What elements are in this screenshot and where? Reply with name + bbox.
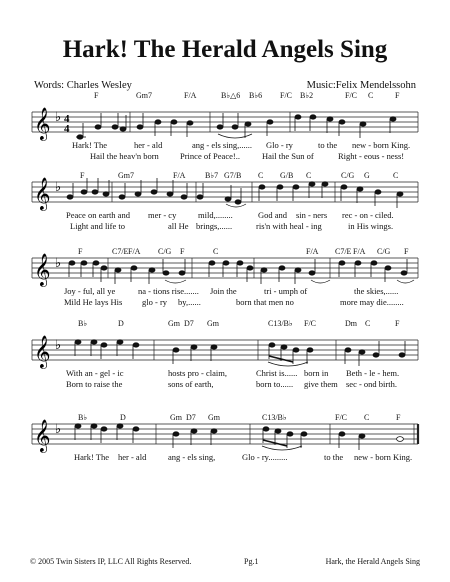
chord: D xyxy=(118,319,124,328)
music-system-5 xyxy=(0,402,450,492)
lyric: Hail the heav'n born xyxy=(90,151,159,161)
lyrics-verse-1 xyxy=(0,210,450,221)
lyric: hosts pro - claim, xyxy=(168,368,228,378)
chord: B♭7 xyxy=(205,171,219,180)
treble-clef-icon: 𝄞 xyxy=(34,107,51,140)
chord: B♭ xyxy=(78,413,88,422)
note xyxy=(171,120,177,124)
chord: F/C xyxy=(345,91,358,100)
chord: B♭2 xyxy=(300,91,314,100)
chord: F xyxy=(80,171,85,180)
chord-symbols xyxy=(80,171,398,180)
note xyxy=(295,115,301,119)
chord: C xyxy=(365,319,371,328)
lyrics-verse-1 xyxy=(0,452,450,463)
lyric: glo - ry xyxy=(142,297,168,307)
chord: G7/B xyxy=(224,171,242,180)
lyric: her - ald xyxy=(118,452,147,462)
lyric: born in xyxy=(304,368,329,378)
lyric: ang - els sing,...... xyxy=(192,140,252,150)
lyric: rec - on - ciled. xyxy=(342,210,394,220)
chord: C13/B♭ xyxy=(268,319,293,328)
chord: C xyxy=(258,171,264,180)
chord: Gm xyxy=(207,319,219,328)
note xyxy=(137,125,143,129)
staff-5 xyxy=(0,402,450,492)
lyric: sec - ond birth. xyxy=(346,379,397,389)
note xyxy=(310,115,316,119)
chord: B♭6 xyxy=(249,91,263,100)
lyrics-verse-2 xyxy=(0,297,450,308)
lyric: Hark! The xyxy=(74,452,110,462)
lyric: to the xyxy=(324,452,344,462)
chord: Gm xyxy=(168,319,180,328)
lyric: all He xyxy=(168,221,189,231)
chord: D7 xyxy=(186,413,196,422)
lyric: With an - gel - ic xyxy=(66,368,124,378)
chord: D7 xyxy=(184,319,194,328)
notes xyxy=(75,424,403,450)
lyric: born to...... xyxy=(256,379,294,389)
lyric: na - tions rise....... xyxy=(138,286,199,296)
chord: G/B xyxy=(280,171,294,180)
chord: B♭△6 xyxy=(221,91,241,100)
chord: F xyxy=(396,413,401,422)
note xyxy=(217,125,223,129)
lyrics-verse-1 xyxy=(0,286,450,297)
footer-page-number: Pg.1 xyxy=(244,557,259,566)
chord: C xyxy=(306,171,312,180)
chord: B♭ xyxy=(78,319,88,328)
chord: C xyxy=(364,413,370,422)
note xyxy=(120,127,126,131)
flat-icon: ♭ xyxy=(55,338,62,353)
lyric: tri - umph of xyxy=(264,286,308,296)
lyric: to the xyxy=(318,140,338,150)
lyric: Born to raise the xyxy=(66,379,123,389)
chord: C13/B♭ xyxy=(262,413,287,422)
chord: C xyxy=(393,171,399,180)
lyrics-verse-1 xyxy=(0,368,450,379)
chord: F xyxy=(94,91,99,100)
time-signature-bottom: 4 xyxy=(64,123,70,135)
lyric: Christ is...... xyxy=(256,368,298,378)
chord: Gm xyxy=(170,413,182,422)
chord: D xyxy=(120,413,126,422)
note xyxy=(95,125,101,129)
lyric: Hail the Sun of xyxy=(262,151,314,161)
flat-icon: ♭ xyxy=(55,110,62,125)
chord: F/C xyxy=(304,319,317,328)
lyric: the skies,...... xyxy=(354,286,399,296)
chord: C xyxy=(368,91,374,100)
chord-symbols xyxy=(94,91,400,100)
lyric: Joy - ful, all ye xyxy=(64,286,116,296)
note xyxy=(245,122,251,126)
lyrics-verse-2 xyxy=(0,221,450,232)
treble-clef-icon: 𝄞 xyxy=(34,177,51,210)
chord: C7/E xyxy=(112,247,129,256)
flat-icon: ♭ xyxy=(55,422,62,437)
lyric: more may die........ xyxy=(340,297,404,307)
chord: F xyxy=(395,319,400,328)
chord: F/A xyxy=(128,247,141,256)
chord-symbols xyxy=(78,247,409,256)
lyric: Mild He lays His xyxy=(64,297,123,307)
lyric: born that men no xyxy=(236,297,294,307)
note xyxy=(327,117,333,121)
notes xyxy=(75,340,405,366)
note xyxy=(339,120,345,124)
lyric: sin - ners xyxy=(296,210,328,220)
staff-3 xyxy=(0,236,450,326)
lyric: in His wings. xyxy=(348,221,394,231)
music-system-3 xyxy=(0,236,450,326)
music-credit: Music:Felix Mendelssohn xyxy=(306,80,416,91)
footer-copyright: © 2005 Twin Sisters IP, LLC All Rights Reserved. xyxy=(30,557,192,566)
note xyxy=(187,121,193,125)
note xyxy=(232,125,238,129)
note xyxy=(360,122,366,126)
chord-symbols xyxy=(78,319,400,328)
lyric: new - born King. xyxy=(354,452,413,462)
chord: Gm xyxy=(208,413,220,422)
lyric: mild,........ xyxy=(198,210,233,220)
chord: F/A xyxy=(306,247,319,256)
lyric: sons of earth, xyxy=(168,379,214,389)
tie xyxy=(218,134,252,138)
chord: F/A xyxy=(184,91,197,100)
chord-symbols xyxy=(78,413,401,422)
lyric: ang - els sing, xyxy=(168,452,216,462)
lyric: Hark! The xyxy=(72,140,108,150)
chord: F xyxy=(404,247,409,256)
lyric: new - born King. xyxy=(352,140,411,150)
treble-clef-icon: 𝄞 xyxy=(34,335,51,368)
lyric: Join the xyxy=(210,286,237,296)
chord: F xyxy=(180,247,185,256)
lyric: brings,...... xyxy=(196,221,233,231)
lyric: Beth - le - hem. xyxy=(346,368,400,378)
page-title: Hark! The Herald Angels Sing xyxy=(62,36,388,63)
lyric: Glo - ry xyxy=(266,140,293,150)
chord: C/G xyxy=(377,247,391,256)
note xyxy=(267,120,273,124)
lyric: God and xyxy=(258,210,288,220)
flat-icon: ♭ xyxy=(55,256,62,271)
chord: F/C xyxy=(335,413,348,422)
footer-title: Hark, the Herald Angels Sing xyxy=(325,557,420,566)
chord: C xyxy=(213,247,219,256)
chord: C/G xyxy=(341,171,355,180)
note xyxy=(112,125,118,129)
staff-4 xyxy=(0,318,450,408)
lyrics-verse-2 xyxy=(0,379,450,390)
chord: Dm xyxy=(345,319,357,328)
lyric: give them xyxy=(304,379,338,389)
lyric: mer - cy xyxy=(148,210,177,220)
lyric: Prince of Peace!.. xyxy=(180,151,240,161)
treble-clef-icon: 𝄞 xyxy=(34,253,51,286)
chord: C/G xyxy=(158,247,172,256)
lyric: ris'n with heal - ing xyxy=(256,221,322,231)
chord: C7/E xyxy=(335,247,352,256)
lyrics-verse-1 xyxy=(0,140,450,151)
note xyxy=(390,117,396,121)
chord: F/A xyxy=(353,247,366,256)
lyric: her - ald xyxy=(134,140,163,150)
words-credit: Words: Charles Wesley xyxy=(34,80,132,91)
chord: Gm7 xyxy=(136,91,152,100)
chord: F/C xyxy=(280,91,293,100)
chord: G xyxy=(364,171,370,180)
lyric: Light and life to xyxy=(70,221,126,231)
treble-clef-icon: 𝄞 xyxy=(34,419,51,452)
lyric: Peace on earth and xyxy=(66,210,130,220)
chord: F xyxy=(78,247,83,256)
chord: Gm7 xyxy=(118,171,134,180)
time-signature-top: 4 xyxy=(64,113,70,125)
flat-icon: ♭ xyxy=(55,180,62,195)
lyric: Right - eous - ness! xyxy=(338,151,405,161)
chord: F/A xyxy=(173,171,186,180)
note xyxy=(155,120,161,124)
notes xyxy=(67,178,403,208)
lyric: by,...... xyxy=(178,297,201,307)
chord: F xyxy=(395,91,400,100)
lyric: Glo - ry......... xyxy=(242,452,288,462)
music-system-4 xyxy=(0,318,450,408)
